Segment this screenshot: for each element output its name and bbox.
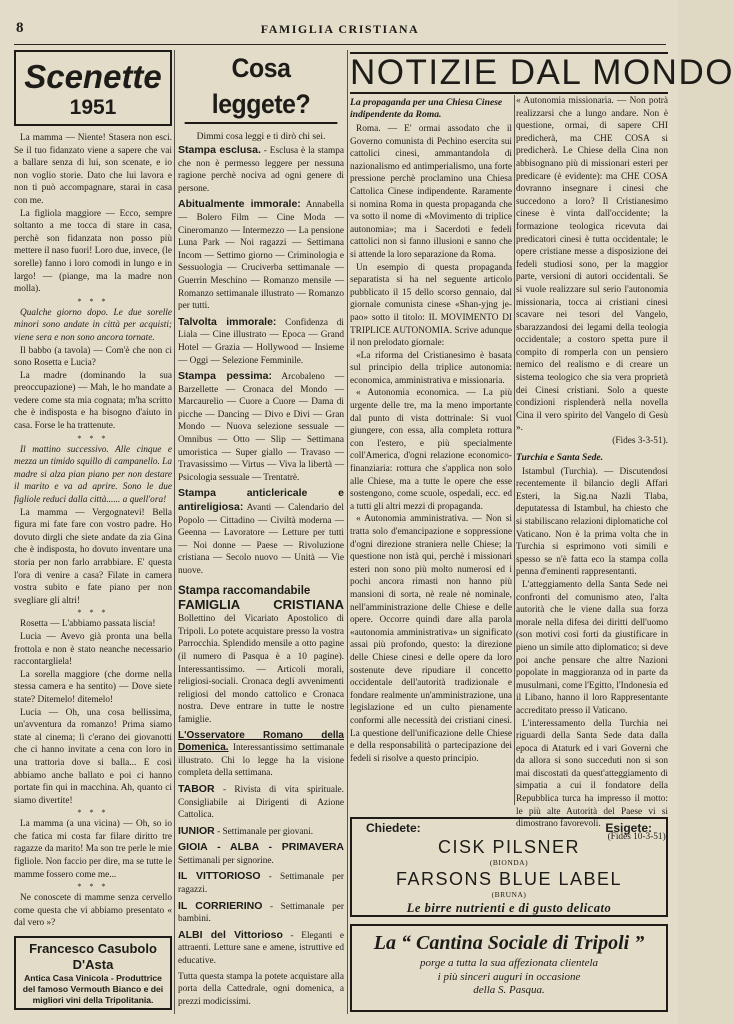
- ad-company-name: Francesco Casubolo D'Asta: [29, 941, 157, 973]
- scenette-paragraph: Il babbo (a tavola) — Com'è che non ci sono Rosetta e Lucia?: [14, 345, 172, 369]
- article-paragraph: « Autonomia missionaria. — Non potrà realizzarsi che a lungo andare. Non è questione, ormai, di sapere CHI predicherà, ma CHE COSA si predicherà. Le Chiese della Cina non abbisognano più di missionari esteri per predicare (è evidente): ma CHE COSA dovranno insegnare i cinesi che succedono a loro? Il Cristianesimo cinese è vinta dall'occidente; la formazione teologica ricevuta dai predicatori cinesi è tutta occidentale; le opere cristiane messe a disposizione dei fedeli studiosi sono, per la maggior parte, versioni di autori occidentali. Se si vuole realizzare sul serio l'autonomia missionaria, tocca ai cristiani cinesi scavare nei tesori del Vangelo, sbarazzandosi dei legami della teologia occidentale; a costoro spetta pure il compito di romperla con un pensiero nemico del realismo e di creare un sistema teologico che sia vera proprietà dei Cinesi cristiani. Solo a queste condizioni risplenderà nella novella Cina il vero spirito del Vangelo di Gesù ».: [516, 96, 668, 434]
- category-heading: Stampa anticlericale e antireligiosa:: [178, 487, 344, 514]
- recommended-text: Interessantissimo settimanale illustrato. Chi lo legge ha la visione completa della settimana.: [178, 743, 344, 779]
- cantina-ad: [350, 924, 668, 1012]
- recommended-item: [178, 730, 344, 780]
- scenette-paragraph: La figliola maggiore — Ecco, sempre soltanto a me tocca di stare in casa, perchè son fidanzata non posso più mettere il naso fuori! Loro due, invece, (le sorelle) fanno i loro comodi in lungo e in largo! — (piange, ma la madre non molla).: [14, 208, 172, 295]
- beer-brand: FARSONS BLUE LABEL: [395, 869, 623, 889]
- page-header: [14, 18, 666, 45]
- beer-brand: CISK PILSNER: [437, 837, 581, 857]
- column-rule: [347, 50, 348, 1014]
- recommended-name: ALBI del Vittorioso: [178, 928, 283, 941]
- reading-category: [178, 198, 344, 312]
- recommended-item: [178, 870, 344, 896]
- scenette-year: 1951: [69, 96, 117, 119]
- column-rule: [174, 50, 175, 1014]
- ad-line: del famoso Vermouth Bianco e dei: [22, 983, 164, 994]
- column-rule: [514, 95, 515, 805]
- recommended-item: [178, 825, 344, 839]
- closing-note: Tutta questa stampa la potete acquistare alla porta della Cattedrale, ogni domenica, a prezzi modicissimi.: [178, 971, 344, 1007]
- recommended-item: [178, 596, 344, 727]
- article-heading: Turchia e Santa Sede.: [516, 451, 604, 463]
- reading-category: [178, 487, 344, 577]
- article-paragraph: L'interessamento della Turchia nei riguardi della Santa Sede data dalla epoca di Ataturk ed i vari Governi che da allora si sono succeduti non si son mai discostati da quest'atteggiamento di simpatia a cui il fondatore della Repubblica turca ha impresso il motto: le più alte Autorità del Paese vi si dimostrano favorevoli.: [516, 718, 668, 830]
- cantina-line: i più sinceri auguri in occasione: [437, 970, 581, 983]
- scenette-title-box: [14, 50, 172, 126]
- recommended-name: IUNIOR: [178, 824, 215, 837]
- article-heading: La propaganda per una Chiesa Cinese indipendente da Roma.: [350, 97, 503, 120]
- publication-title: FAMIGLIA CRISTIANA: [260, 22, 420, 36]
- recommended-text: - Settimanale per bambini.: [178, 901, 344, 925]
- separator: * * *: [77, 882, 109, 892]
- beer-slogan: Le birre nutrienti e di gusto delicato: [406, 901, 612, 915]
- scenette-paragraph: La mamma — Niente! Stasera non esci. Se il tuo fidanzato viene a sapere che vai a ballare senza di lui, son scenate, e io non voglio storie. Dato che lui lavora e non ti può accompagnare, starai in casa con me.: [14, 133, 172, 206]
- reading-category: [178, 370, 344, 484]
- notizie-column-left: [350, 95, 512, 805]
- category-heading: Talvolta immorale:: [178, 315, 277, 328]
- separator: * * *: [77, 433, 109, 443]
- article-source: (Fides 3-3-51).: [612, 436, 668, 447]
- recommended-name: FAMIGLIA CRISTIANA: [178, 596, 344, 612]
- category-heading: Stampa pessima:: [178, 370, 272, 383]
- recommended-text: - Eleganti e attraenti. Letture sane e amene, istruttive ed educative.: [178, 930, 344, 967]
- beer-brand-sub: (BRUNA): [491, 890, 527, 899]
- recommended-text: Bollettino del Vicariato Apostolico di Tripoli. Lo potete acquistare presso la vostra Parrocchia. Splendido mensile a otto pagine (il numero di Pasqua è a 10 pagine). Interessantissimo. — Articoli morali, religiosi-sociali. Cronaca degli avvenimenti religiosi del mondo cattolico e Cronaca nostra. Deve entrare in tutte le nostre famiglie.: [178, 614, 344, 725]
- cantina-title: La “ Cantina Sociale di Tripoli ”: [373, 932, 645, 954]
- category-text: Arcobaleno — Barzellette — Cronaca del Mondo — Marcaurelio — Cuore a Cuore — Dama di picche — Dancing — Divo e Divi — Gran Mondo — Nuova selezione sessuale — Omnibus — Otto — Slip — Settimana umoristica — Super giallo — Travaso — Travasissimo — Virtus — Viva la libertà — Psicologia sessuale — Trentatrè.: [178, 372, 344, 483]
- scenette-paragraph: Qualche giorno dopo. Le due sorelle minori sono andate in città per acquisti; viene sera e non sono ancora tornate.: [14, 307, 172, 343]
- ad-line: Antica Casa Vinicola - Produttrice: [24, 973, 162, 984]
- recommended-item: [178, 841, 344, 867]
- recommended-name: TABOR: [178, 782, 215, 795]
- separator: * * *: [77, 808, 109, 818]
- separator: * * *: [77, 608, 109, 618]
- article-paragraph: « Autonomia economica. — La più urgente delle tre, ma la meno importante dal punto di vista dottrinale: Si vuol giungere, con essa, alla completa rottura con l'estero, e più specialmente coll'America, d'ogni relazione economico-finanziaria: rottura che s'applica non solo alle Chiese, ma a tutte le opere che esse sostengono, come scuole, ospedali, ecc. ed a tutti gli altri mezzi di propaganda.: [350, 388, 512, 512]
- recommended-name: IL CORRIERINO: [178, 899, 263, 912]
- recommended-name: GIOIA - ALBA - PRIMAVERA: [178, 841, 344, 854]
- article-paragraph: Roma. — E' ormai assodato che il Governo comunista di Pechino esercita sui cattolici cinesi, ammantandola di nazionalismo ed antimperialismo, una forte pressione perchè proclamino una Chiesa Cattolica Cinese indipendente. Raramente si nomina Roma in questa propaganda che va sotto il nome di «Movimento di triplice autonomia»; ma i Sacerdoti e fedeli cattolici non si fanno illusioni e sanno che si attende la loro separazione da Roma.: [350, 124, 512, 260]
- beer-brand-sub: (BIONDA): [489, 858, 529, 867]
- category-heading: Stampa esclusa.: [178, 144, 261, 156]
- reading-category: [178, 316, 344, 367]
- recommended-text: Settimanali per signorine.: [178, 855, 274, 866]
- cantina-line: porge a tutta la sua affezionata clientela: [419, 957, 599, 969]
- article-paragraph: « Autonomia amministrativa. — Non si tratta solo d'emancipazione e soppressione d'ogni direzione straniera nelle Chiese; la questione non istà qui, perchè i missionari esteri non sono più molto numerosi ed i pochi ancora rimasti non hanno più mansioni di sorta, nè reale nè nominale, nell'amministrazione delle Chiese e delle opere. Occorre quindi dare alla parola «autonomia amministrativa» un significato assai più profondo, questo: la direzione delle Chiese cinesi e delle opere da loro sostenute deve ripudiare il concetto occidentale dell'autorità tradizionale e fondare realmente un'amministrazione, una legislazione ed un culto pienamente conformi alle necessità dei cristiani cinesi. La questione dell'unificazione delle Chiese e della responsabilità o partecipazione dei fedeli si risolve a questo principio.: [350, 514, 512, 764]
- beer-ad-right: Esigete:: [605, 821, 652, 835]
- ad-line: migliori vini della Tripolitania.: [32, 994, 154, 1005]
- scenette-paragraph: La mamma — Vergognatevi! Bella figura mi fate fare con vostro padre. Ho dovuto dirgli che siete andate da zia Gina che è indisposta, ho dovuto inventare una storia per non farlo arrabbiare. E' questa l'ora di venire a casa? Filate in camera vostra subito e fate piano per non svegliare gli altri!: [14, 507, 172, 606]
- recommended-item: [178, 783, 344, 822]
- cosa-leggete-column: [178, 50, 344, 1014]
- scenette-paragraph: Lucia — Avevo già pronta una bella frottola e non è stato neanche necessario raccontargliela!: [14, 631, 172, 668]
- scenette-paragraph: Rosetta — L'abbiamo passata liscia!: [20, 619, 156, 630]
- scenette-paragraph: Il mattino successivo. Alle cinque e mezza un timido squillo di campanello. La madre si alza pian piano per non destare il marito e va ad aprire. Sono le due figliole reduci dalla città...... a quell'ora!: [14, 444, 172, 506]
- article-source: (Fides 10-3-51).: [607, 831, 668, 842]
- article-paragraph: L'atteggiamento della Santa Sede nei confronti del comunismo ateo, l'alta autorità che le viene dalla sua forza morale nella difesa dei diritti dell'uomo (son motivi così forti da giustificare in pieno un simile atto diplomatico; si deve poi anche pensare che altre Nazioni popolate in maggioranza od in parte da musulmani, come l'Egitto, l'Indonesia ed il Libano, hanno il loro Rappresentante accreditato presso il Vaticano.: [516, 579, 668, 716]
- category-heading: Abitualmente immorale:: [178, 198, 301, 211]
- article-paragraph: «La riforma del Cristianesimo è basata sul principio della triplice autonomia: economica, amministrativa e missionaria.: [350, 350, 512, 386]
- recommended-text: - Settimanale per giovani.: [217, 826, 314, 837]
- cantina-line: della S. Pasqua.: [473, 984, 545, 996]
- scenette-paragraph: La mamma (a una vicina) — Oh, so io che fatica mi costa far filare diritto tre ragazze da marito! Ma son tre perle le mie figliole. Non faccio per dire, ma se tutte le mamme fossero come me...: [14, 819, 172, 880]
- category-text: - Esclusa è la stampa che non è permesso leggere per nessuna ragione perchè nociva ad ogni genere di persone.: [178, 146, 345, 194]
- recommended-text: - Settimanale per ragazzi.: [178, 872, 345, 896]
- category-text: Annabella — Bolero Film — Cine Moda — Cineromanzo — Intermezzo — La pensione Luna Park — Noi ragazzi — Settimana Incom — Settimo giorno — Criminologia e Sessuologia — Cruciverba settimanale — Guerrin Meschino — Romanzo mensile — Romanzo settimanale illustrato — Romanzo per tutti.: [178, 200, 345, 312]
- reading-category: [178, 144, 344, 195]
- scenette-paragraph: Ne conoscete di mamme senza cervello come questa che vi abbiamo presentato « dal vero »?: [14, 893, 172, 929]
- article-paragraph: Istambul (Turchia). — Discutendosi recentemente il bilancio degli Affari Esteri, la Sig.na Nazli Tlaba, deputatessa di Istambul, ha chiesto che si stabiliscano relazioni diplomatiche col Vaticano. Non è la prima volta che in Turchia si esprimono voti simili e spesso se n'è fatta eco la stampa colla penna d'eminenti rappresentanti.: [516, 466, 668, 578]
- scenette-paragraph: Lucia — Oh, una cosa bellissima, un'avventura da romanzo! Prima siamo state al cinema; lì c'erano dei giovanotti che ci hanno invitate a cena con loro in una trattoria dove si balla... E così abbiamo anche ballato e poi ci hanno portate fin qui in macchina. Ah, quanto ci siamo divertite!: [14, 707, 172, 806]
- scenette-column: [14, 50, 172, 1014]
- cosa-leggete-intro: Dimmi cosa leggi e ti dirò chi sei.: [196, 132, 326, 142]
- recommended-name: L'Osservatore Romano della Domenica.: [178, 729, 344, 754]
- separator: * * *: [77, 296, 109, 306]
- recommended-heading: Stampa raccomandabile: [178, 584, 311, 597]
- beer-ad: [350, 817, 668, 917]
- beer-ad-header: [352, 819, 666, 835]
- scenette-paragraph: La madre (dominando la sua preoccupazione) — Mah, le ho mandate a vedere come sta mia cognata; m'ha scritto che è indisposta e ha bisogno d'aiuto in casa. Forse le ha trattenute.: [14, 370, 172, 432]
- scenette-title: Scenette: [24, 58, 162, 95]
- recommended-item: [178, 900, 344, 926]
- notizie-dal-mondo-title: NOTIZIE DAL MONDO: [350, 53, 734, 92]
- scenette-paragraph: La sorella maggiore (che dorme nella stessa camera e ha sentito) — Dove siete state? Ditemelo! ditemelo!: [14, 669, 172, 705]
- cosa-leggete-title: Cosa leggete?: [185, 50, 338, 124]
- article-paragraph: Un esempio di questa propaganda separatista si ha nel seguente articolo pubblicato il 15 dello scorso gennaio, dal giornale comunista cinese «Shan-yjng je-pao» sotto il titolo: IL MOVIMENTO DI TRIPLICE AUTONOMIA. Scrive adunque il non prelodato giornale:: [350, 262, 512, 349]
- casubolo-ad: [14, 936, 172, 1010]
- beer-ad-left: Chiedete:: [366, 821, 421, 835]
- recommended-text: - Rivista di vita spirituale. Consigliabile ai Dirigenti di Azione Cattolica.: [178, 784, 345, 821]
- recommended-name: IL VITTORIOSO: [178, 870, 261, 883]
- page-number: 8: [16, 20, 24, 36]
- category-text: Confidenza di Liala — Cine illustrato — Epoca — Grand Hotel — Grazia — Hollywood — Insieme — Oggi — Selezione Femminile.: [178, 317, 344, 366]
- recommended-item: [178, 929, 344, 968]
- category-text: Avanti — Calendario del Popolo — Cittadino — Civiltà moderna — Geenna — Lavoratore — Letture per tutti — Noi donne — Paese — Rivoluzione cristiana — Secolo nuovo — Unità — Vie nuove.: [178, 503, 345, 576]
